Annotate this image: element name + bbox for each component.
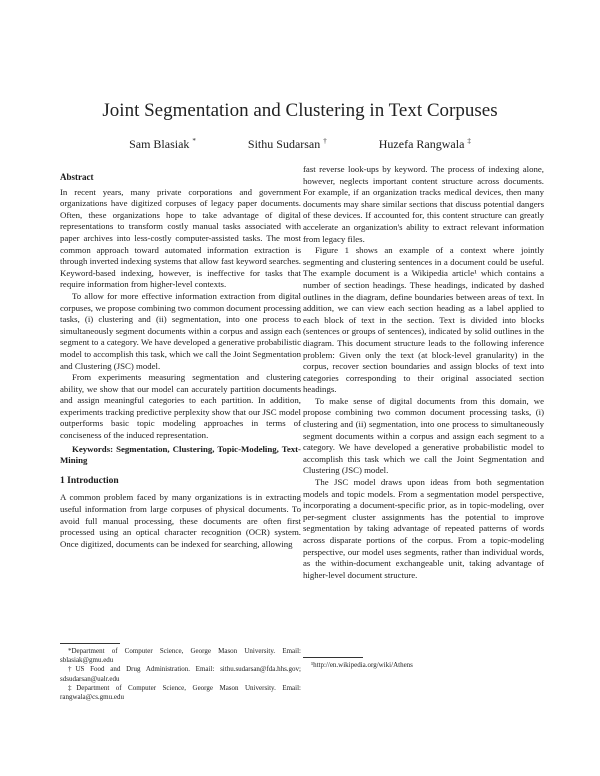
- intro-paragraph-proposal: To make sense of digital documents from this domain, we propose combining two common document processing tasks, (i) clustering and (ii) segmentation, into one process to simultaneously segment documents within a corpus and assign each segment to a category. We have developed a generative probabilistic model to accomplish this task which we call the Joint Segmentation and Clustering (JSC) model.: [303, 395, 544, 476]
- abstract-paragraph-2: To allow for more effective information extraction from digital corpuses, we propose combining two common document processing tasks, (i) clustering and (ii) segmentation, into one process to simultaneously segment documents within a corpus and assign each segment to a category. We have developed a generative probabilistic model to accomplish this task, which we call the Joint Segmentation and Clustering (JSC) model.: [60, 290, 301, 371]
- abstract-paragraph-3: From experiments measuring segmentation and clustering ability, we show that our model can accurately partition documents and assign meaningful categories to each partition. In addition, experiments tracking predictive perplexity show that our JSC model outperforms basic topic modeling approaches in terms of conciseness of the induced representation.: [60, 372, 301, 441]
- right-column: [303, 164, 544, 581]
- abstract-heading: Abstract: [60, 172, 94, 182]
- author-1: Sam Blasiak *: [129, 137, 196, 151]
- footnote-rule: [60, 643, 120, 644]
- keywords-line: Keywords: Segmentation, Clustering, Topic-Modeling, Text-Mining: [60, 443, 301, 466]
- footnote-url: ¹http://en.wikipedia.org/wiki/Athens: [311, 661, 413, 669]
- footnote-author-1: *Department of Computer Science, George Mason University. Email: sblasiak@gmu.edu: [60, 647, 301, 665]
- intro-paragraph-continued: fast reverse look-ups by keyword. The process of indexing alone, however, neglects important content structure across documents. For example, if an organization tracks medical devices, then many documents may share similar sections that discuss potential dangers of these devices. If accounted for, this content structure can greatly accelerate an organization's ability to extract relevant information from legacy files.: [303, 164, 544, 244]
- intro-paragraph-jsc: The JSC model draws upon ideas from both segmentation models and topic models. From a segmentation model perspective, incorporating a document-specific prior, as in topic-modeling, over per-segment cluster assignments has the potential to improve segmentation by taking advantage of repeated patterns of words across disparate portions of the corpus. From a topic-modeling perspective, our model uses segments, rather than individual words, as the within-document exchangeable unit, taking advantage of higher-level document structure.: [303, 477, 544, 580]
- author-2: Sithu Sudarsan †: [247, 137, 327, 151]
- intro-paragraph-figure1: Figure 1 shows an example of a context where jointly segmenting and clustering sentences in a document could be useful. The example document is a Wikipedia article¹ which contains a number of section headings. These headings, indicated by dashed outlines in the diagram, define boundaries between areas of text. In addition, we can view each section heading as a label applied to each block of text in the section. Text is divided into blocks (sentences or groups of sentences), indicated by solid outlines in the diagram. This document structure leads to the following inference problem: Given only the text (at block-level granularity) in the corpus, recover section boundaries and assign blocks of text into categories corresponding to their original associated section headings.: [303, 245, 544, 395]
- footnote-author-2: †US Food and Drug Administration. Email: sithu.sudarsan@fda.hhs.gov; sdsudarsan@ualr.edu: [60, 665, 301, 683]
- section-heading-introduction: 1 Introduction: [60, 475, 119, 486]
- intro-paragraph-left: A common problem faced by many organizations is in extracting useful information from large corpuses of physical documents. To avoid full manual processing, these documents are often first processed using an optical character recognition (OCR) system. Once digitized, documents can be indexed for searching, allowing: [60, 492, 301, 549]
- paper-title: Joint Segmentation and Clustering in Text Corpuses: [102, 100, 498, 121]
- footnotes-left: [60, 643, 301, 702]
- abstract-paragraph-1: In recent years, many private corporations and government organizations have digitized corpuses of legacy paper documents. Often, these organizations hope to take advantage of digital representations to transform costly manual tasks associated with paper archives into less-costly computer-assisted tasks. The most common approach toward automated information extraction is through inverted indexing systems that allow fast keyword searches. Keyword-based indexing, however, is ineffective for tasks that require information from higher-level contexts.: [60, 186, 301, 290]
- footnote-rule: [303, 657, 363, 658]
- author-3: Huzefa Rangwala ‡: [378, 137, 471, 151]
- footnote-author-3: ‡Department of Computer Science, George Mason University. Email: rangwala@cs.gmu.edu: [60, 683, 301, 702]
- left-column: [60, 172, 301, 550]
- footnotes-right: [303, 657, 544, 670]
- author-list: [0, 137, 600, 152]
